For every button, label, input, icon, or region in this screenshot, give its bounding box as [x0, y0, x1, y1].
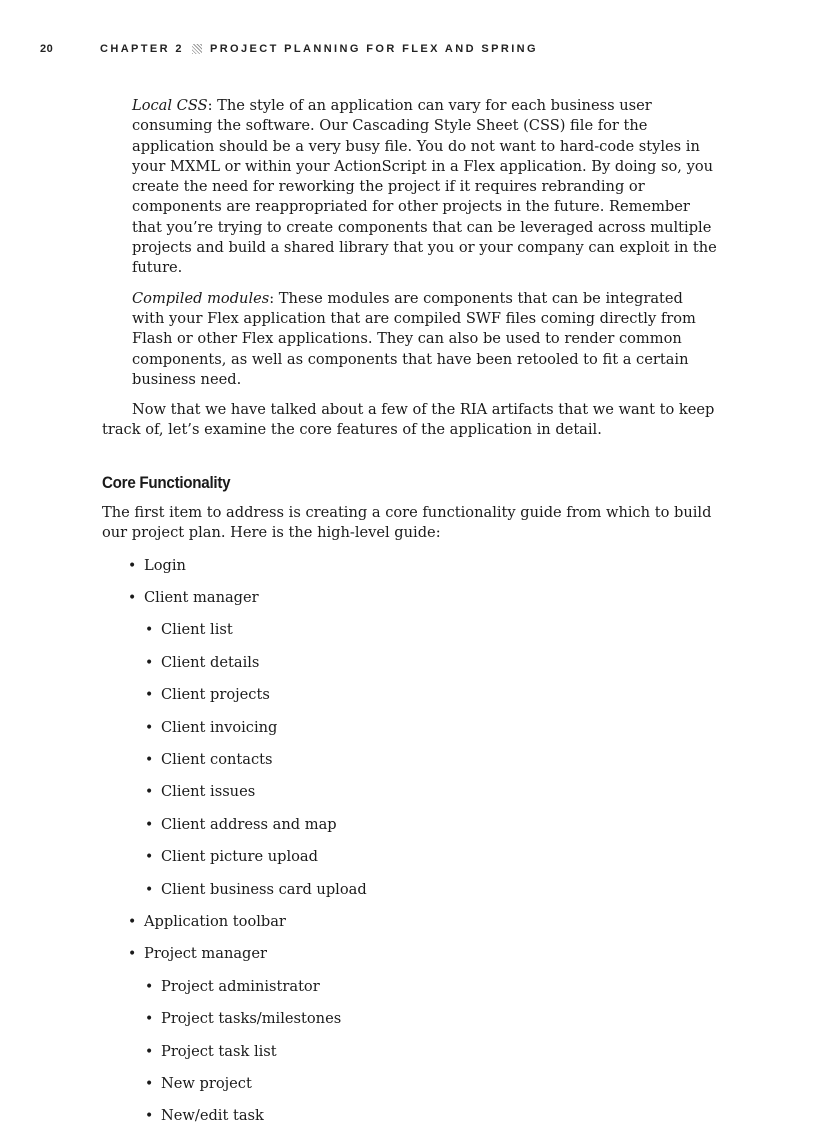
list-item — [102, 1009, 717, 1041]
section-heading: Core Functionality — [102, 473, 231, 492]
list-item — [102, 653, 717, 685]
list-item — [102, 750, 717, 782]
bullet-icon: • — [128, 557, 137, 574]
bullet-icon: • — [145, 784, 154, 801]
chapter-label: CHAPTER 2 — [100, 43, 184, 55]
list-item-text: Client list — [161, 621, 233, 639]
bullet-icon: • — [145, 1043, 154, 1060]
compiled-modules-paragraph — [132, 289, 717, 390]
list-item-text: Client address and map — [161, 815, 337, 833]
list-item-text: Project tasks/milestones — [161, 1010, 342, 1028]
list-item — [102, 782, 717, 814]
list-item-text: Application toolbar — [144, 912, 286, 930]
local-css-term: Local CSS — [132, 97, 208, 114]
bullet-icon: • — [145, 1108, 154, 1125]
list-item-text: Client manager — [144, 589, 259, 607]
bullet-icon: • — [145, 816, 154, 833]
list-item — [102, 718, 717, 750]
list-item — [102, 620, 717, 652]
bullet-icon: • — [145, 1075, 154, 1092]
running-header — [40, 43, 538, 55]
header-separator-icon — [192, 44, 202, 54]
list-item — [102, 588, 717, 620]
list-item-text: Login — [144, 556, 186, 574]
bullet-icon: • — [145, 687, 154, 704]
list-item — [102, 1042, 717, 1074]
list-item — [102, 944, 717, 976]
list-item — [102, 1074, 717, 1106]
bullet-icon: • — [128, 913, 137, 930]
list-item — [102, 556, 717, 588]
list-item — [102, 685, 717, 717]
list-item-text: New project — [161, 1074, 252, 1092]
list-item-text: Client contacts — [161, 750, 273, 768]
list-item — [102, 815, 717, 847]
local-css-paragraph — [132, 96, 717, 279]
compiled-modules-term: Compiled modules — [132, 289, 270, 307]
list-item-text: Client projects — [161, 686, 270, 704]
list-item-text: Client issues — [161, 783, 256, 801]
list-item — [102, 880, 717, 912]
bullet-icon: • — [128, 590, 137, 607]
list-item — [102, 1106, 717, 1138]
page-body — [102, 96, 717, 1139]
bullet-icon: • — [145, 654, 154, 671]
list-item-text: New/edit task — [161, 1107, 264, 1125]
bullet-icon: • — [145, 849, 154, 866]
bullet-icon: • — [128, 946, 137, 963]
functionality-list — [102, 556, 717, 1139]
list-item — [102, 977, 717, 1009]
section-intro: The first item to address is creating a core functionality guide from which to build our project plan. Here is the high-level guide: — [102, 504, 712, 542]
bullet-icon: • — [145, 978, 154, 995]
page-number: 20 — [40, 43, 54, 55]
chapter-title: PROJECT PLANNING FOR FLEX AND SPRING — [209, 43, 538, 55]
list-item-text: Project manager — [144, 945, 268, 963]
local-css-text: : The style of an application can vary for each business user consuming the software. Our Cascading Style Sheet (CSS) file for the application should be a very busy file. You do not want to hard-code styles in your MXML or within your ActionScript in a Flex application. By doing so, you create the need for reworking the project if it requires rebranding or components are reappropriated for other projects in the future. Remember that you’re trying to create components that can be leveraged across multiple projects and build a shared library that you or your company can exploit in the future. — [132, 97, 717, 277]
list-item-text: Project task list — [161, 1042, 277, 1060]
transition-paragraph: Now that we have talked about a few of the RIA artifacts that we want to keep track of, let’s examine the core features of the application in detail. — [102, 401, 715, 439]
list-item-text: Client invoicing — [161, 718, 278, 736]
bullet-icon: • — [145, 751, 154, 768]
bullet-icon: • — [145, 1011, 154, 1028]
list-item-text: Client details — [161, 653, 260, 671]
bullet-icon: • — [145, 719, 154, 736]
list-item — [102, 847, 717, 879]
list-item — [102, 912, 717, 944]
list-item-text: Project administrator — [161, 977, 320, 995]
list-item-text: Client business card upload — [161, 880, 367, 898]
list-item-text: Client picture upload — [161, 848, 318, 866]
bullet-icon: • — [145, 622, 154, 639]
bullet-icon: • — [145, 881, 154, 898]
compiled-modules-text: : These modules are components that can be integrated with your Flex application that are compiled SWF files coming directly from Flash or other Flex applications. They can also be used to render common components, as well as components that have been retooled to fit a certain business need. — [132, 289, 696, 388]
